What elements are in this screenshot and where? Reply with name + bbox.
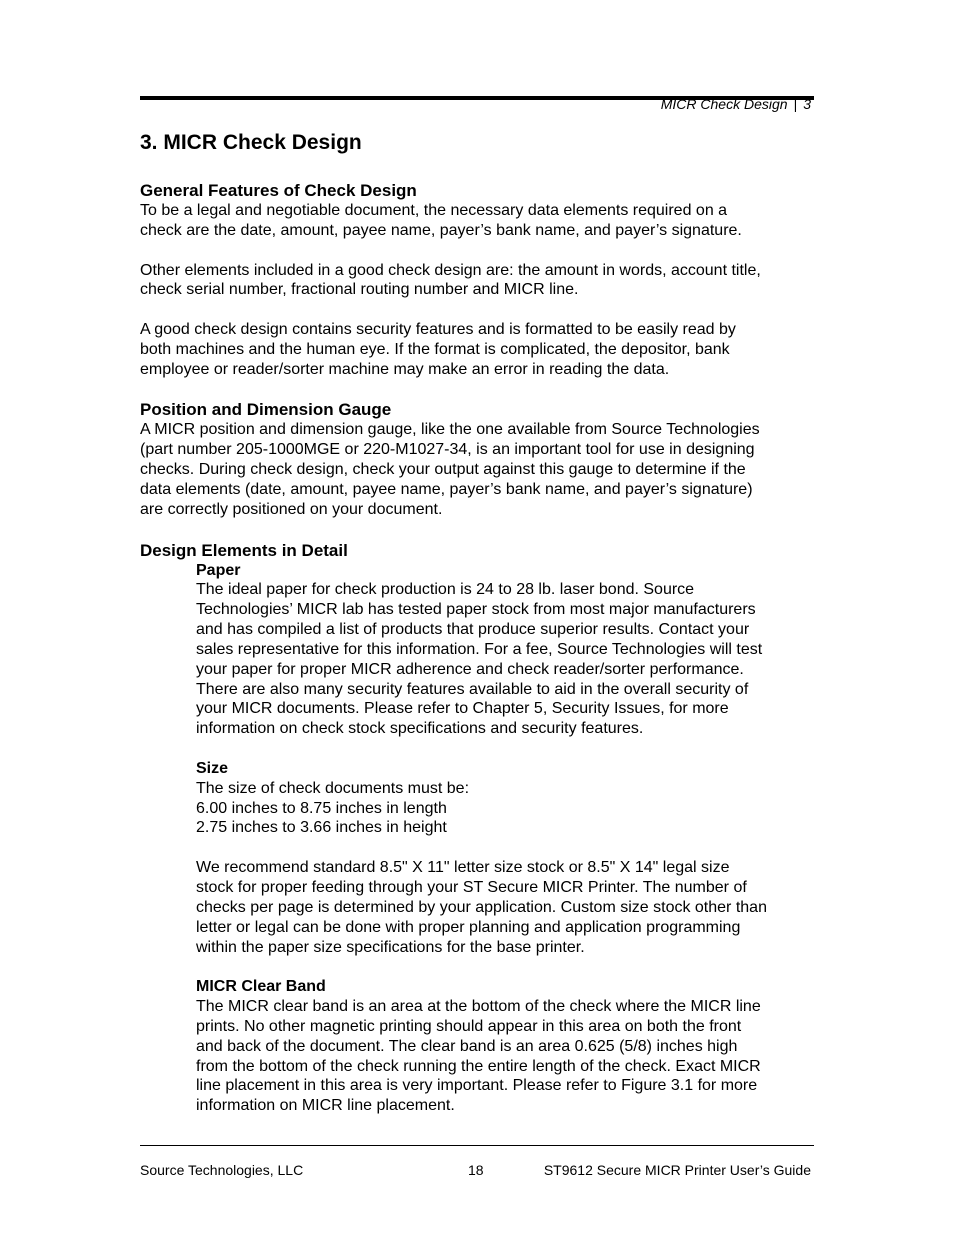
text-line: stock for proper feeding through your ST Secure MICR Printer. The number of xyxy=(196,879,747,896)
text-line: both machines and the human eye. If the format is complicated, the depositor, bank xyxy=(140,340,730,358)
section-heading-gauge: Position and Dimension Gauge xyxy=(140,400,392,420)
section-body-gauge xyxy=(140,420,814,519)
text-line: The ideal paper for check production is 24 to 28 lb. laser bond. Source xyxy=(196,581,695,599)
text-line: line placement in this area is very important. Please refer to Figure 3.1 for more xyxy=(196,1077,758,1095)
section-body-general xyxy=(140,201,814,380)
size-length-spec: 6.00 inches to 8.75 inches in length xyxy=(196,799,447,817)
subsection-paper xyxy=(196,561,814,1117)
text-line: your MICR documents. Please refer to Chapter 5, Security Issues, for more xyxy=(196,700,729,718)
subsection-heading-size: Size xyxy=(196,759,229,777)
subsection-heading-paper: Paper xyxy=(196,561,241,579)
section-heading-general: General Features of Check Design xyxy=(140,181,417,200)
text-line: checks per page is determined by your application. Custom size stock other than xyxy=(196,898,767,916)
footer-company: Source Technologies, LLC xyxy=(140,1162,304,1178)
chapter-title: 3. MICR Check Design xyxy=(140,131,362,154)
text-line: (part number 205-1000MGE or 220-M1027-34, is an important tool for use in designing xyxy=(140,441,755,459)
text-line: prints. No other magnetic printing should appear in this area on both the front xyxy=(196,1017,742,1035)
running-header xyxy=(661,96,811,112)
footer-rule xyxy=(140,1145,814,1146)
text-line: The MICR clear band is an area at the bottom of the check where the MICR line xyxy=(196,998,761,1016)
text-line: letter or legal can be done with proper planning and application programming xyxy=(196,918,741,936)
text-line: A MICR position and dimension gauge, like the one available from Source Technologies xyxy=(140,421,760,439)
subsection-heading-clear-band: MICR Clear Band xyxy=(196,978,326,996)
text-line: To be a legal and negotiable document, the necessary data elements required on a xyxy=(140,202,728,219)
text-line: information on check stock specifications and security features. xyxy=(196,720,644,738)
footer-guide-title: ST9612 Secure MICR Printer User’s Guide xyxy=(543,1162,811,1178)
text-line: from the bottom of the check running the entire length of the check. Exact MICR xyxy=(196,1057,761,1075)
text-line: data elements (date, amount, payee name, payer’s bank name, and payer’s signature) xyxy=(140,480,753,498)
text-line: information on MICR line placement. xyxy=(196,1097,455,1115)
text-line: and back of the document. The clear band is an area 0.625 (5/8) inches high xyxy=(196,1037,738,1055)
text-line: A good check design contains security features and is formatted to be easily read by xyxy=(140,321,736,339)
running-header-separator: | xyxy=(793,96,798,112)
text-line: are correctly positioned on your document. xyxy=(140,500,443,518)
section-heading-design: Design Elements in Detail xyxy=(140,540,348,560)
text-line: checks. During check design, check your output against this gauge to determine if the xyxy=(140,461,746,479)
text-line: We recommend standard 8.5" X 11" letter size stock or 8.5" X 14" legal size xyxy=(196,859,730,877)
text-line: check serial number, fractional routing number and MICR line. xyxy=(140,281,579,299)
text-line: check are the date, amount, payee name, payer’s bank name, and payer’s signature. xyxy=(140,221,742,239)
footer-page-number: 18 xyxy=(468,1162,484,1178)
text-line: employee or reader/sorter machine may make an error in reading the data. xyxy=(140,360,670,378)
text-line: within the paper size specifications for the base printer. xyxy=(196,938,585,956)
page-content xyxy=(140,180,814,1116)
text-line: sales representative for this information. For a fee, Source Technologies will test xyxy=(196,640,763,658)
running-header-chapter: 3 xyxy=(803,96,811,112)
size-height-spec: 2.75 inches to 3.66 inches in height xyxy=(196,819,447,837)
text-line: Other elements included in a good check design are: the amount in words, account title, xyxy=(140,261,761,279)
text-line: Technologies’ MICR lab has tested paper stock from most major manufacturers xyxy=(196,601,756,619)
text-line: There are also many security features available to aid in the overall security of xyxy=(196,680,749,698)
size-intro: The size of check documents must be: xyxy=(196,779,470,797)
text-line: and has compiled a list of products that produce superior results. Contact your xyxy=(196,621,750,639)
running-header-title: MICR Check Design xyxy=(660,96,788,112)
text-line: your paper for proper MICR adherence and check reader/sorter performance. xyxy=(196,660,744,678)
